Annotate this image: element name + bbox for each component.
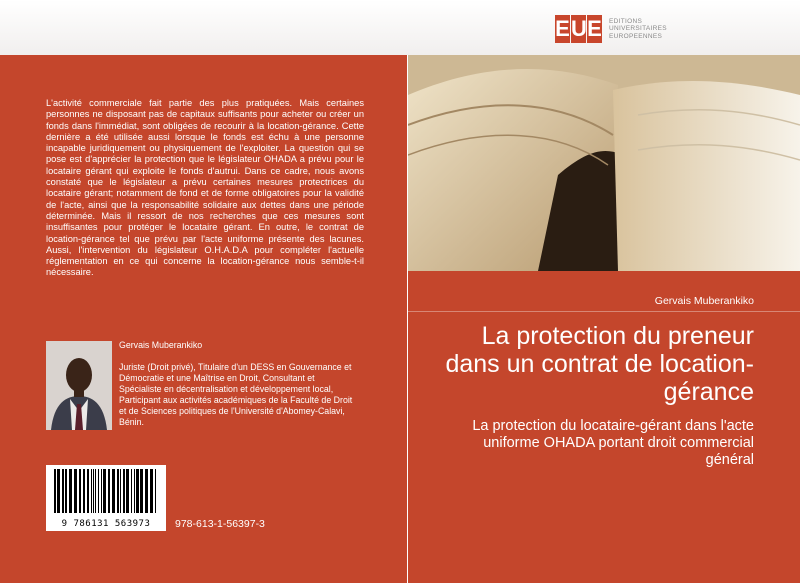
barcode-bar — [120, 469, 121, 513]
author-portrait — [46, 341, 112, 430]
barcode-bar — [54, 469, 56, 513]
barcode-bar — [155, 469, 156, 513]
publisher-header-bar — [0, 0, 800, 55]
publisher-logo-letter: E — [587, 16, 602, 41]
barcode-bar — [134, 469, 135, 513]
front-divider — [408, 311, 800, 312]
publisher-logo-letter: U — [571, 16, 587, 41]
publisher-logo — [555, 15, 667, 43]
barcode-bar — [108, 469, 110, 513]
barcode-bar — [145, 469, 148, 513]
barcode-bar — [136, 469, 139, 513]
publisher-logo-letter: E — [555, 16, 570, 41]
barcode-bar — [101, 469, 102, 513]
barcode-bar — [103, 469, 106, 513]
barcode-bar — [117, 469, 119, 513]
publisher-name: EDITIONS UNIVERSITAIRES EUROPEENNES — [609, 17, 667, 40]
barcode-bar — [93, 469, 94, 513]
barcode-bar — [69, 469, 72, 513]
barcode-bar — [95, 469, 96, 513]
barcode-bar — [87, 469, 89, 513]
barcode-bar — [126, 469, 129, 513]
author-bio: Juriste (Droit privé), Titulaire d'un DESS en Gouvernance et Démocratie et une Maîtrise en Droit, Consultant et Spécialiste en décentralisation et développement local, Participant aux activités académiques de la Faculté de Droit et de Sciences politiques de l'Université d'Abomey-Calavi, Bénin. — [119, 362, 353, 427]
barcode-bar — [150, 469, 153, 513]
isbn-number: 978-613-1-56397-3 — [175, 518, 265, 530]
back-author-name: Gervais Muberankiko — [119, 340, 203, 350]
front-author-name: Gervais Muberankiko — [654, 295, 754, 307]
cover-photo-open-book — [408, 55, 800, 271]
back-cover-summary: L'activité commerciale fait partie des plus pratiquées. Mais certaines personnes ne disposant pas de capitaux suffisants pour acheter ou créer un fonds dans l'immédiat, sont obligées de recourir à la location-gérance. Cette dernière a été utilisée aussi lorsque le fonds est échu à une personne incapable juridiquement ou physiquement de l'exploiter. La question qui se pose est d'apprécier la protection que le législateur OHADA a prévu pour le locataire gérant qui exploite le fonds d'autrui. Dans ce cadre, nous avons constaté que le législateur a prévu certaines mesures protectrices du locataire gérant; notamment de fond et de forme obligatoires pour la validité de l'acte, ainsi que la responsabilité solidaire aux dettes dans une période déterminée. Mais il ressort de nos recherches que ces mesures sont insuffisantes pour protéger le locataire gérant. En outre, le contrat de location-gérance tel que prévu par l'acte uniforme présente des lacunes. Aussi, l'intervention du législateur O.H.A.D.A pour compléter l'actuelle réglementation en ce qui concerne la location-gérance nous semble-t-il nécessaire. — [46, 98, 364, 278]
barcode-bar — [91, 469, 92, 513]
book-title: La protection du preneur dans un contrat de location-gérance — [445, 322, 754, 406]
barcode-bar — [131, 469, 132, 513]
isbn-barcode — [46, 465, 166, 531]
barcode-bar — [112, 469, 115, 513]
barcode-bar — [65, 469, 67, 513]
barcode-bar — [74, 469, 77, 513]
barcode-bar — [98, 469, 99, 513]
barcode-bar — [62, 469, 64, 513]
book-subtitle: La protection du locataire-gérant dans l'acte uniforme OHADA portant droit commercial général — [472, 418, 754, 468]
barcode-digits: 9 786131 563973 — [61, 519, 151, 529]
publisher-logo-mark — [555, 15, 603, 43]
barcode-bar — [57, 469, 60, 513]
barcode-bar — [83, 469, 85, 513]
barcode-bar — [140, 469, 143, 513]
barcode-bar — [123, 469, 125, 513]
barcode-bar — [79, 469, 81, 513]
